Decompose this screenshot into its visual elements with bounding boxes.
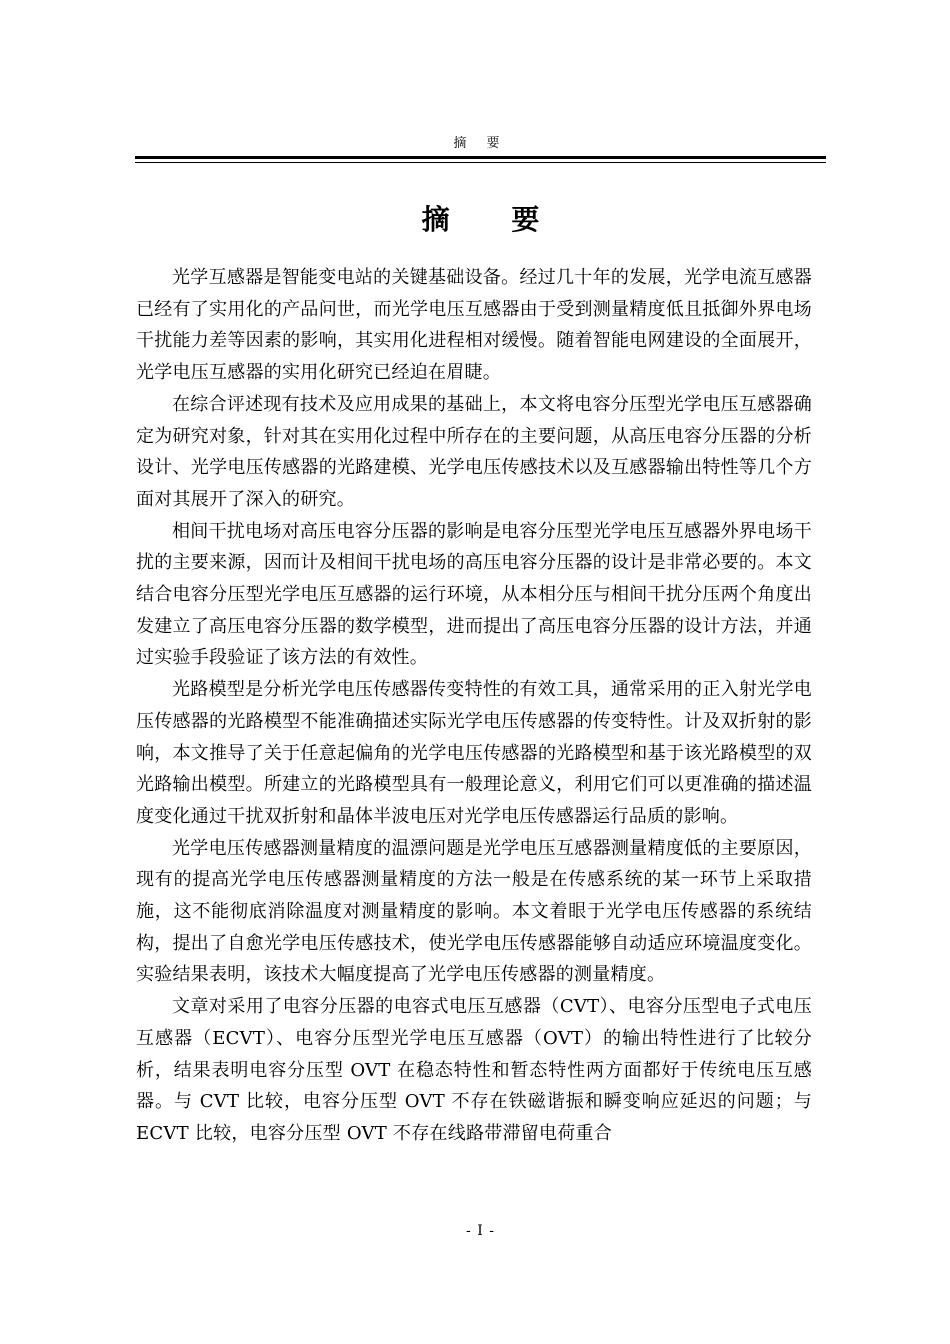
page-number: - I - (466, 1223, 495, 1239)
paragraph-5: 光学电压传感器测量精度的温漂问题是光学电压互感器测量精度低的主要原因，现有的提高光学电压传感器测量精度的方法一般是在传感系统的某一环节上采取措施，这不能彻底消除温度对测量精度的影响。本文着眼于光学电压传感器的系统结构，提出了自愈光学电压传感技术，使光学电压传感器能够自动适应环境温度变化。实验结果表明，该技术大幅度提高了光学电压传感器的测量精度。 (136, 837, 812, 986)
paragraph-6: 文章对采用了电容分压器的电容式电压互感器（CVT）、电容分压型电子式电压互感器（ECVT）、电容分压型光学电压互感器（OVT）的输出特性进行了比较分析，结果表明电容分压型 OVT 在稳态特性和暂态特性两方面都好于传统电压互感器。与 CVT 比较，电容分压型 OVT 不存在铁磁谐振和瞬变响应延迟的问题；与 ECVT 比较，电容分压型 OVT 不存在线路带滞留电荷重合 (136, 996, 812, 1144)
header-rule-thin (135, 162, 826, 163)
paragraph-2: 在综合评述现有技术及应用成果的基础上，本文将电容分压型光学电压互感器确定为研究对象，针对其在实用化过程中所存在的主要问题，从高压电容分压器的分析设计、光学电压传感器的光路建模、光学电压传感技术以及互感器输出特性等几个方面对其展开了深入的研究。 (136, 393, 812, 510)
paragraph-1: 光学互感器是智能变电站的关键基础设备。经过几十年的发展，光学电流互感器已经有了实用化的产品问世，而光学电压互感器由于受到测量精度低且抵御外界电场干扰能力差等因素的影响，其实用化进程相对缓慢。随着智能电网建设的全面展开，光学电压互感器的实用化研究已经迫在眉睫。 (136, 267, 812, 384)
page-title: 摘 要 (421, 203, 566, 236)
running-header: 摘 要 (453, 136, 508, 151)
paragraph-3: 相间干扰电场对高压电容分压器的影响是电容分压型光学电压互感器外界电场干扰的主要来源，因而计及相间干扰电场的高压电容分压器的设计是非常必要的。本文结合电容分压型光学电压互感器的运行环境，从本相分压与相间干扰分压两个角度出发建立了高压电容分压器的数学模型，进而提出了高压电容分压器的设计方法，并通过实验手段验证了该方法的有效性。 (136, 520, 812, 669)
abstract-body (136, 262, 812, 1150)
header-rule-thick (135, 156, 826, 159)
paragraph-4: 光路模型是分析光学电压传感器传变特性的有效工具，通常采用的正入射光学电压传感器的光路模型不能准确描述实际光学电压传感器的传变特性。计及双折射的影响，本文推导了关于任意起偏角的光学电压传感器的光路模型和基于该光路模型的双光路输出模型。所建立的光路模型具有一般理论意义，利用它们可以更准确的描述温度变化通过干扰双折射和晶体半波电压对光学电压传感器运行品质的影响。 (136, 679, 812, 827)
